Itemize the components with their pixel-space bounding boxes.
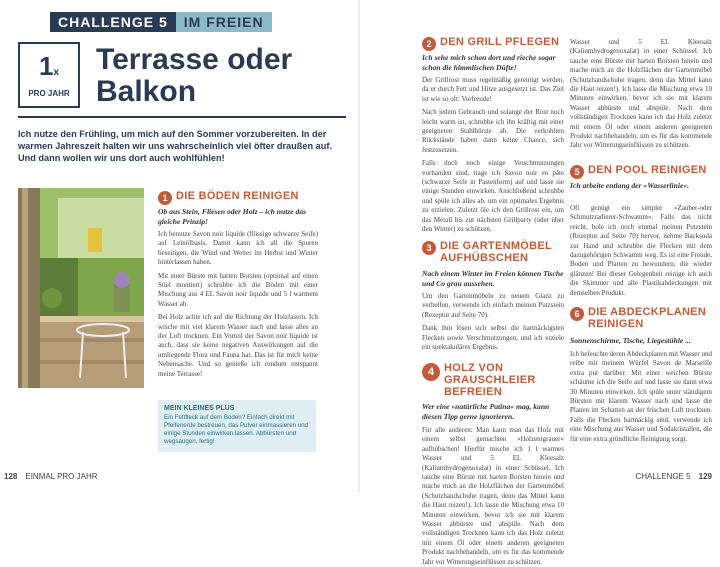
section-1-title: DIE BÖDEN REINIGEN — [176, 190, 299, 202]
section-4-continued-text: Wasser und 5 EL Kleesalz (Kaliumhydrogenoxalat) in einer Schüssel. Ich tauche eine Bürste mit harten Borsten hinein und mache mich an die Holzflächen der Gartenmöbel (Schutzhandschuhe tragen, denn das Mittel kann die Haut reizen!). Ich lasse die Mischung etwa 10 Minuten einwirken, bevor ich sie mit klarem Wasser abbürste und abspüle. Nach dem vollständigen Trocknen kann ich das Holz zuletzt mit einem Öl oder einem anderen geeigneten Produkt nachbehandeln, um es für das kommende Jahr vor Witterungseinflüssen zu schützen. — [570, 38, 712, 150]
terrace-photo — [18, 188, 144, 388]
section-5-body — [570, 204, 712, 302]
footer-left-label: EINMAL PRO JAHR — [25, 472, 98, 481]
section-5-title: DEN POOL REINIGEN — [588, 164, 707, 176]
section-3-number: 3 — [422, 241, 436, 255]
section-4-heading — [422, 362, 564, 398]
section-1-paragraph: Mit einer Bürste mit harten Borsten (optional auf einen Stiel montiert) schrubbe ich die Böden mit einer Mischung aus 4 EL Savon noir liquide und 5 l warmem Wasser ab. — [158, 271, 318, 308]
tip-title: MEIN KLEINES PLUS — [164, 405, 235, 412]
left-page — [0, 0, 360, 492]
section-1-lead: Ob aus Stein, Fliesen oder Holz – ich nutze das gleiche Prinzip! — [158, 207, 307, 226]
section-2-paragraph: Nach jedem Gebrauch und solange der Rost noch leicht warm ist, schrubbe ich ihn kräftig mit einer geeigneten Stahlbürste ab. Die verkohlten Rückstände haben dann keine Chance, sich festzusetzen. — [422, 108, 564, 154]
section-5-number: 5 — [570, 165, 584, 179]
section-2-heading — [422, 36, 559, 51]
section-2-paragraph: Der Grillrost muss regelmäßig gereinigt werden, da er durch Fett und Hitze ausgesetzt ist. Das Ziel ist wie so oft: Vorfreude! — [422, 76, 564, 103]
challenge-label: CHALLENGE 5 — [50, 12, 176, 32]
section-4-number: 4 — [422, 363, 440, 381]
tip-text: Ein Fettfleck auf dem Boden? Einfach direkt mit Pfeifenerde bestreuen, das Pulver einmassieren und einige Stunden einwirken lassen. Abbürsten und wegsaugen, fertig! — [164, 414, 309, 445]
section-6-lead: Sonnenschirme, Tische, Liegestühle ... — [570, 336, 691, 345]
section-3-paragraph: Dank ihm lösen sich selbst die hartnäckigsten Flecken sowie Verschmutzungen, und ich erziele ein spektakuläres Ergebnis. — [422, 324, 564, 352]
section-4-lead: Wer eine »natürliche Patina« mag, kann diesen Tipp gerne ignorieren. — [422, 402, 550, 421]
footer-left — [4, 472, 98, 481]
section-2-body — [422, 76, 564, 239]
section-5-heading — [570, 164, 707, 179]
title-divider — [18, 116, 346, 118]
frequency-number: 1 — [38, 51, 54, 81]
section-3-body — [422, 292, 564, 356]
frequency-badge — [18, 42, 80, 108]
section-5-paragraph: Oft genügt ein simpler »Zauber-oder Schmutzradierer-Schwamm«. Falls das nicht reicht, hole ich noch einmal meinen Putzstein (Rezeptur auf Seite 70) hervor, nehme Backsoda zur Hand und schrubbe die Flecken mit dem dazugehörigen Schwamm weg. Es ist eine Freude, Boden und Platten zu bewundern, die wieder glänzen! Bei dieser Gelegenheit reinige ich auch die Skimmer und alle Plastikabdeckungen mit demselben Produkt. — [570, 204, 712, 297]
section-3-heading — [422, 240, 564, 264]
right-page — [360, 0, 720, 566]
section-1-number: 1 — [158, 191, 172, 205]
section-2-lead: Ich sehe mich schon dort und rieche sogar schon die himmlischen Düfte! — [422, 53, 556, 72]
section-2-number: 2 — [422, 37, 436, 51]
tip-box — [158, 400, 316, 452]
frequency-suffix: x — [53, 67, 60, 78]
footer-right — [636, 472, 713, 481]
section-3-title: DIE GARTENMÖBEL AUFHÜBSCHEN — [440, 240, 552, 264]
section-2-title: DEN GRILL PFLEGEN — [440, 36, 560, 48]
section-6-heading — [570, 306, 712, 330]
section-4-paragraph: Für alle anderen: Man kann man das Holz mit einem selbst gemachten »Holzentgrauer« aufhübschen! Hierfür mische ich 1 l warmes Wasser und 5 EL Kleesalz (Kaliumhydrogenoxalat) in einer Schüssel. Ich tauche eine Bürste mit harten Borsten hinein und mache mich an die Holzflächen der Gartenmöbel (Schutzhandschuhe tragen, denn das Mittel kann die Haut reizen!). Ich lasse die Mischung etwa 10 Minuten einwirken, bevor ich sie mit klarem Wasser abbürste und abspüle. Nach dem vollständigen Trocknen kann ich das Holz zuletzt mit einem Öl oder einem anderen geeigneten Produkt nachbehandeln, um es für das kommende Jahr vor Witterungseinflüssen zu schützen. — [422, 426, 564, 566]
section-2-paragraph: Falls doch noch einige Verschmutzungen vorhanden sind, trage ich Savon noir en pâte (schwarze Seife in Pastenform) auf und lasse sie einige Stunden einwirken. Anschließend schrubbe und spüle ich alles ab, um ein optimales Ergebnis zu erzielen. Zuletzt öle ich den Grillrost ein, um das Metall bis zur nächsten Grillparty (oder über den Winter) zu schützen. — [422, 159, 564, 234]
section-6-number: 6 — [570, 307, 584, 321]
section-4-title: HOLZ VON GRAUSCHLEIER BEFREIEN — [444, 362, 536, 398]
page-title: Terrasse oder Balkon — [96, 43, 293, 108]
section-1-paragraph: Bei Holz achte ich auf die Richtung der Holzfasern. Ich wische mit viel klarem Wasser nach und lasse alles an der Luft trocknen. Ein Vorteil der Savon noir liquide ist auch, dass sie keine negativen Auswirkungen auf die umliegende Flora und Fauna hat. Das ist für mich keine Nebensache. Und so genieße ich rundum entspannt meine Terrasse! — [158, 313, 318, 378]
section-4-body — [422, 426, 564, 566]
section-4-continued — [570, 38, 712, 150]
section-1-body — [158, 230, 318, 383]
page-number-right: 129 — [698, 472, 712, 481]
footer-right-label: CHALLENGE 5 — [635, 472, 691, 481]
section-6-body — [570, 350, 712, 448]
intro-text: Ich nutze den Frühling, um mich auf den Sommer vorzubereiten. In der warmen Jahreszeit halten wir uns wahrscheinlich viel öfter draußen auf. Und dann wollen wir uns dort auch wohlfühlen! — [18, 129, 332, 163]
section-6-title: DIE ABDECKPLANEN REINIGEN — [588, 306, 707, 330]
challenge-theme: IM FREIEN — [176, 12, 272, 32]
terrace-photo-illustration — [18, 188, 144, 388]
challenge-banner — [50, 12, 272, 32]
frequency-label: PRO JAHR — [28, 89, 70, 98]
section-1-heading — [158, 190, 299, 205]
section-3-lead: Nach einem Winter im Freien können Tische und Co grau aussehen. — [422, 269, 564, 288]
page-number-left: 128 — [4, 472, 18, 481]
section-1-paragraph: Ich benutze Savon noir liquide (flüssige schwarze Seife) auf Leinölbasis. Damit kann ich all die Spuren beseitigen, die Wind und Wetter im Herbst und Winter hinterlassen haben. — [158, 230, 318, 267]
section-6-paragraph: Ich befeuchte deren Abdeckplanen mit Wasser und reibe mit meinem Würfel Savon de Marseille extra pur darüber. Mit einer weichen Bürste schäume ich die Seife auf und lasse sie dann etwa 30 Minuten einwirken. Ich spüle unter ständigem Bürsten mit klarem Wasser nach und lasse die Planen im Schatten an der frischen Luft trocknen. Falls die Flecken hartnäckig sind, verwende ich eine Mischung aus Wasser und Sodakristallen, die für eine extra gründliche Reinigung sorgt. — [570, 350, 712, 443]
section-5-lead: Ich arbeite entlang der »Wasserlinie«. — [570, 181, 690, 190]
section-3-paragraph: Um den Gartenmöbeln zu neuem Glanz zu verhelfen, verwende ich einfach meinen Putzstein (Rezeptur auf Seite 70). — [422, 292, 564, 319]
